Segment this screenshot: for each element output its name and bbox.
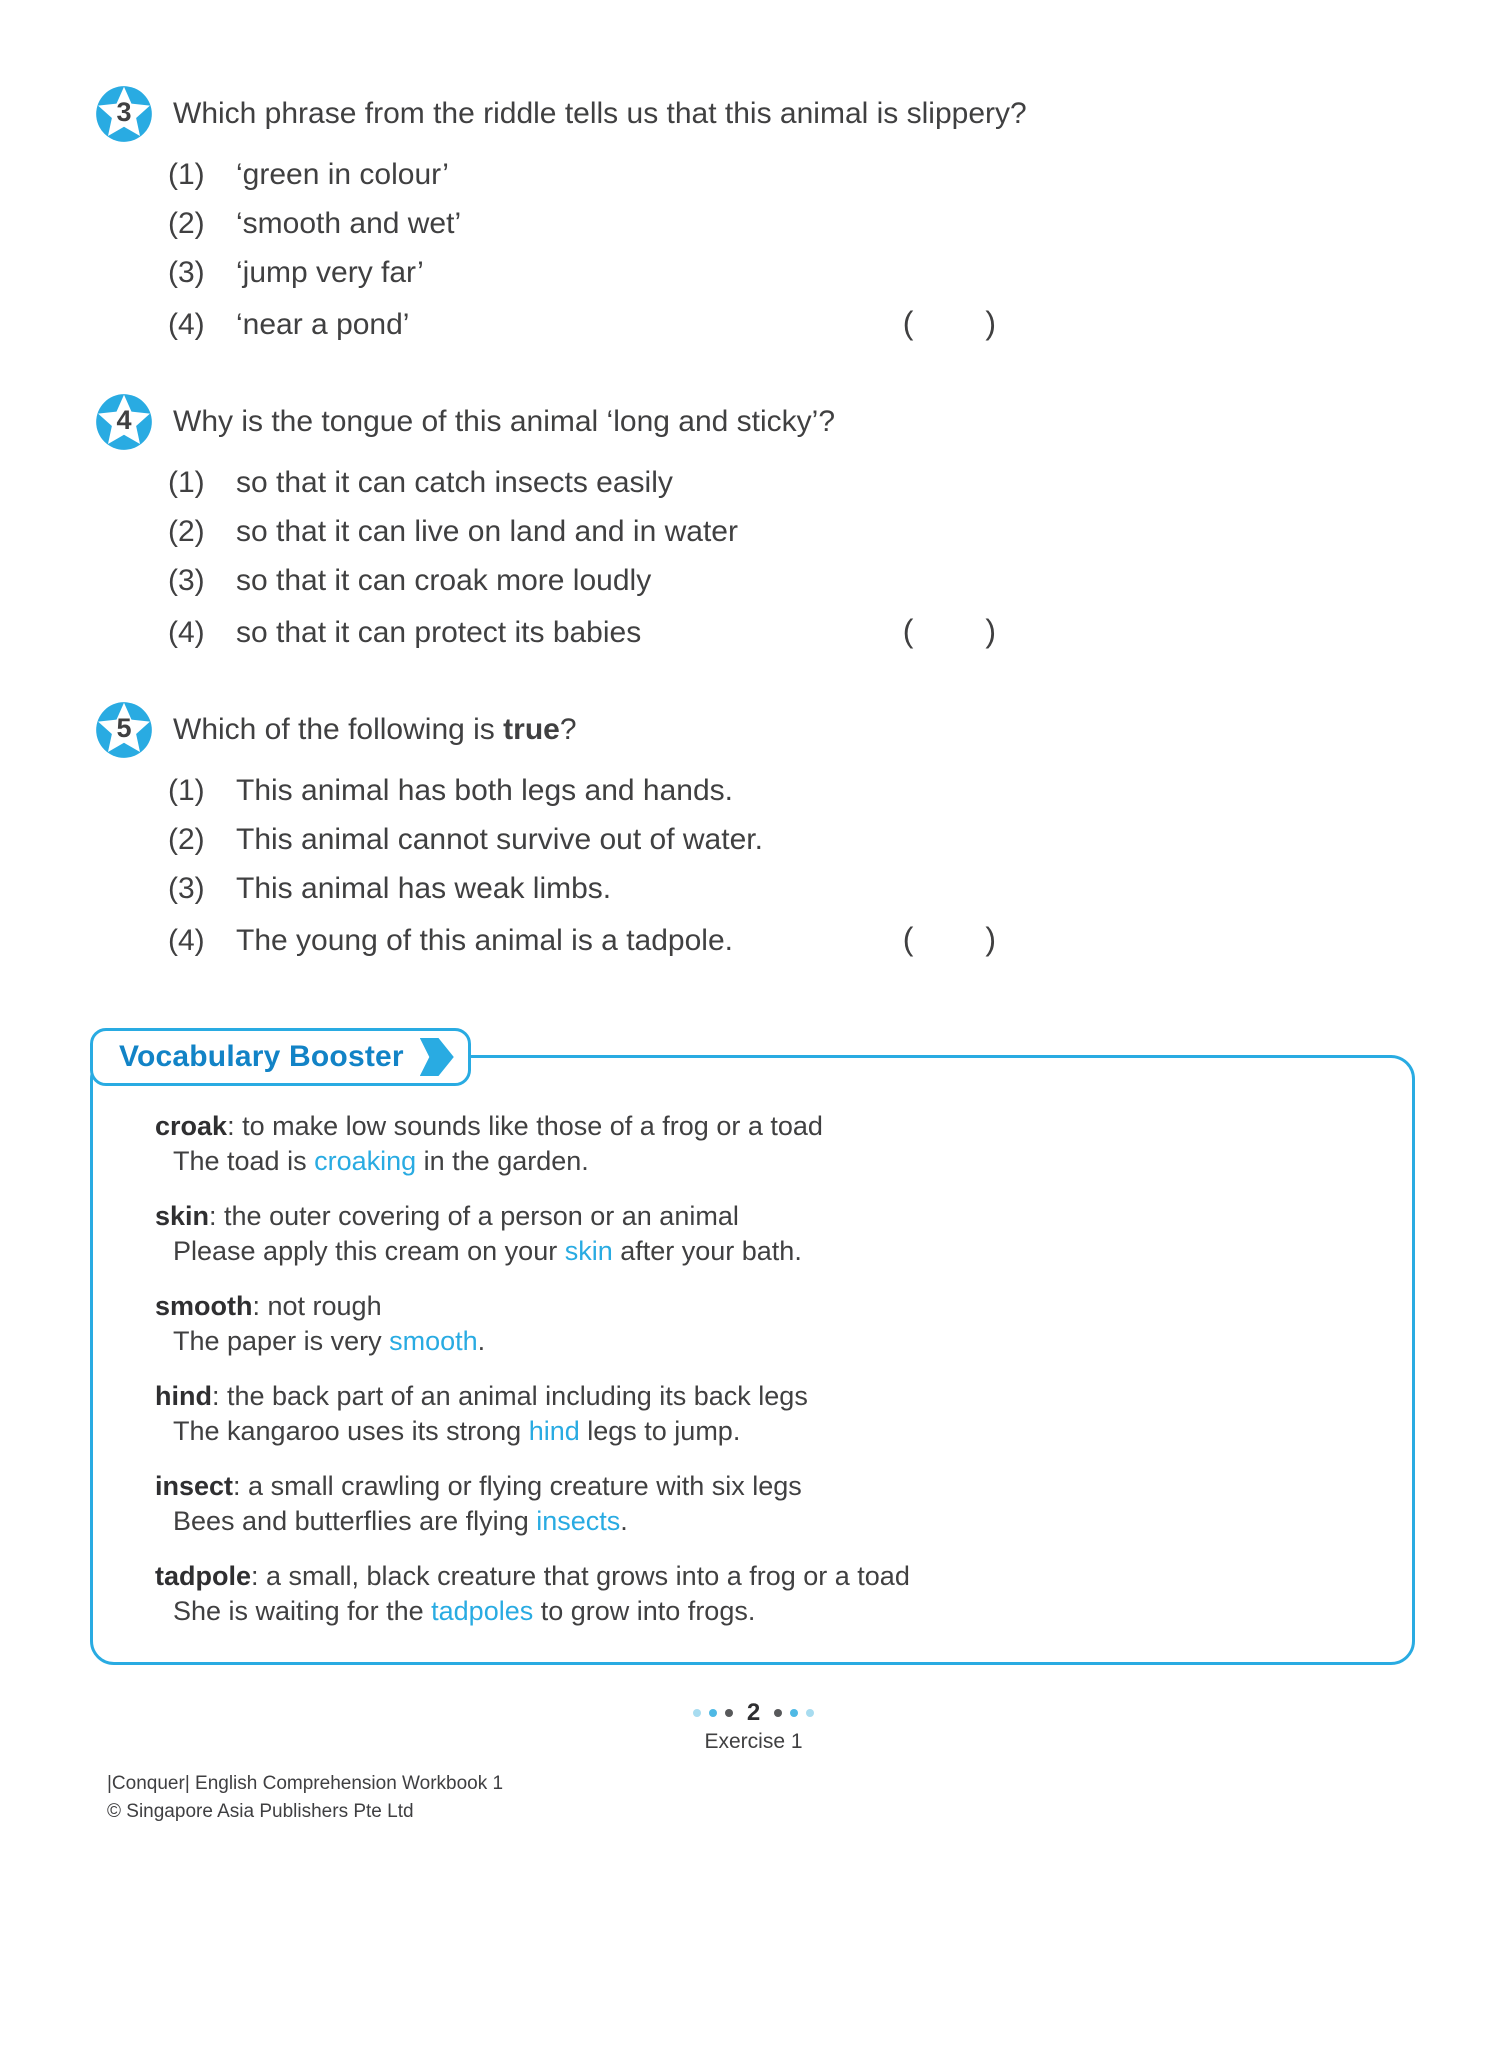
option-2: (2) ‘smooth and wet’	[168, 207, 462, 240]
option-1: (1) This animal has both legs and hands.	[168, 774, 733, 807]
question-number-badge	[95, 393, 153, 451]
option-3: (3) ‘jump very far’	[168, 256, 424, 289]
options-list	[95, 465, 1000, 651]
vocab-entry-hind: hind: the back part of an animal including its back legs The kangaroo uses its strong hind legs to jump.	[155, 1380, 1372, 1448]
dot-icon	[806, 1709, 814, 1717]
answer-brackets: ( )	[902, 921, 996, 957]
highlighted-word: tadpoles	[431, 1596, 534, 1626]
question-text: Why is the tongue of this animal ‘long and sticky’?	[173, 405, 836, 439]
question-5	[95, 701, 1412, 959]
highlighted-word: smooth	[389, 1326, 478, 1356]
answer-brackets: ( )	[902, 613, 996, 649]
vocab-entry-skin: skin: the outer covering of a person or an animal Please apply this cream on your skin after your bath.	[155, 1200, 1372, 1268]
vocabulary-booster-tab	[90, 1028, 471, 1086]
imprint	[107, 1770, 1412, 1825]
question-number: 5	[116, 712, 132, 743]
vocab-example: Please apply this cream on your skin after your bath.	[173, 1236, 802, 1266]
question-3	[95, 85, 1412, 343]
page-number-row	[95, 1699, 1412, 1727]
highlighted-word: skin	[564, 1236, 613, 1266]
highlighted-word: insects	[536, 1506, 621, 1536]
page-footer	[95, 1699, 1412, 1825]
question-number: 4	[116, 404, 132, 435]
option-3: (3) so that it can croak more loudly	[168, 564, 652, 597]
book-title: |Conquer| English Comprehension Workbook 1	[107, 1773, 504, 1794]
options-list	[95, 773, 1000, 959]
vocab-entry-croak: croak: to make low sounds like those of a frog or a toad The toad is croaking in the garden.	[155, 1110, 1372, 1178]
vocab-word: skin	[155, 1201, 210, 1231]
vocab-example: The paper is very smooth.	[173, 1326, 486, 1356]
vocab-word: hind	[155, 1381, 212, 1411]
option-1: (1) ‘green in colour’	[168, 158, 449, 191]
vocab-word: croak	[155, 1111, 228, 1141]
question-number-badge	[95, 701, 153, 759]
vocab-example: She is waiting for the tadpoles to grow into frogs.	[173, 1596, 756, 1626]
vocab-word: smooth	[155, 1291, 253, 1321]
dot-icon	[790, 1709, 798, 1717]
question-4	[95, 393, 1412, 651]
option-4: (4) ‘near a pond’ ( )	[168, 304, 1000, 343]
question-number: 3	[116, 96, 132, 127]
vocabulary-booster-box	[90, 1040, 1415, 1665]
vocab-entry-smooth: smooth: not rough The paper is very smooth.	[155, 1290, 1372, 1358]
dot-icon	[709, 1709, 717, 1717]
dot-icon	[693, 1709, 701, 1717]
vocab-word: insect	[155, 1471, 234, 1501]
answer-brackets: ( )	[902, 305, 996, 341]
page-number: 2	[746, 1699, 761, 1726]
vocab-example: The toad is croaking in the garden.	[173, 1146, 589, 1176]
vocab-entry-tadpole: tadpole: a small, black creature that grows into a frog or a toad She is waiting for the tadpoles to grow into frogs.	[155, 1560, 1372, 1628]
highlighted-word: croaking	[314, 1146, 417, 1176]
question-text: Which phrase from the riddle tells us that this animal is slippery?	[173, 97, 1027, 131]
vocab-example: The kangaroo uses its strong hind legs to jump.	[173, 1416, 741, 1446]
highlighted-word: hind	[528, 1416, 580, 1446]
vocab-example: Bees and butterflies are flying insects.	[173, 1506, 628, 1536]
dot-icon	[725, 1709, 733, 1717]
option-2: (2) This animal cannot survive out of water.	[168, 823, 763, 856]
option-1: (1) so that it can catch insects easily	[168, 466, 673, 499]
vocab-entry-insect: insect: a small crawling or flying creature with six legs Bees and butterflies are flying insects.	[155, 1470, 1372, 1538]
option-2: (2) so that it can live on land and in water	[168, 515, 738, 548]
question-text: Which of the following is true?	[173, 713, 577, 747]
tab-arrow-icon	[420, 1038, 454, 1076]
option-4: (4) so that it can protect its babies ( )	[168, 612, 1000, 651]
question-number-badge	[95, 85, 153, 143]
dot-icon	[774, 1709, 782, 1717]
vocabulary-booster-title: Vocabulary Booster	[119, 1040, 404, 1073]
option-3: (3) This animal has weak limbs.	[168, 872, 612, 905]
vocab-word: tadpole	[155, 1561, 252, 1591]
exercise-label: Exercise 1	[704, 1730, 803, 1753]
options-list	[95, 157, 1000, 343]
copyright: © Singapore Asia Publishers Pte Ltd	[107, 1800, 414, 1822]
option-4: (4) The young of this animal is a tadpole. ( )	[168, 920, 1000, 959]
